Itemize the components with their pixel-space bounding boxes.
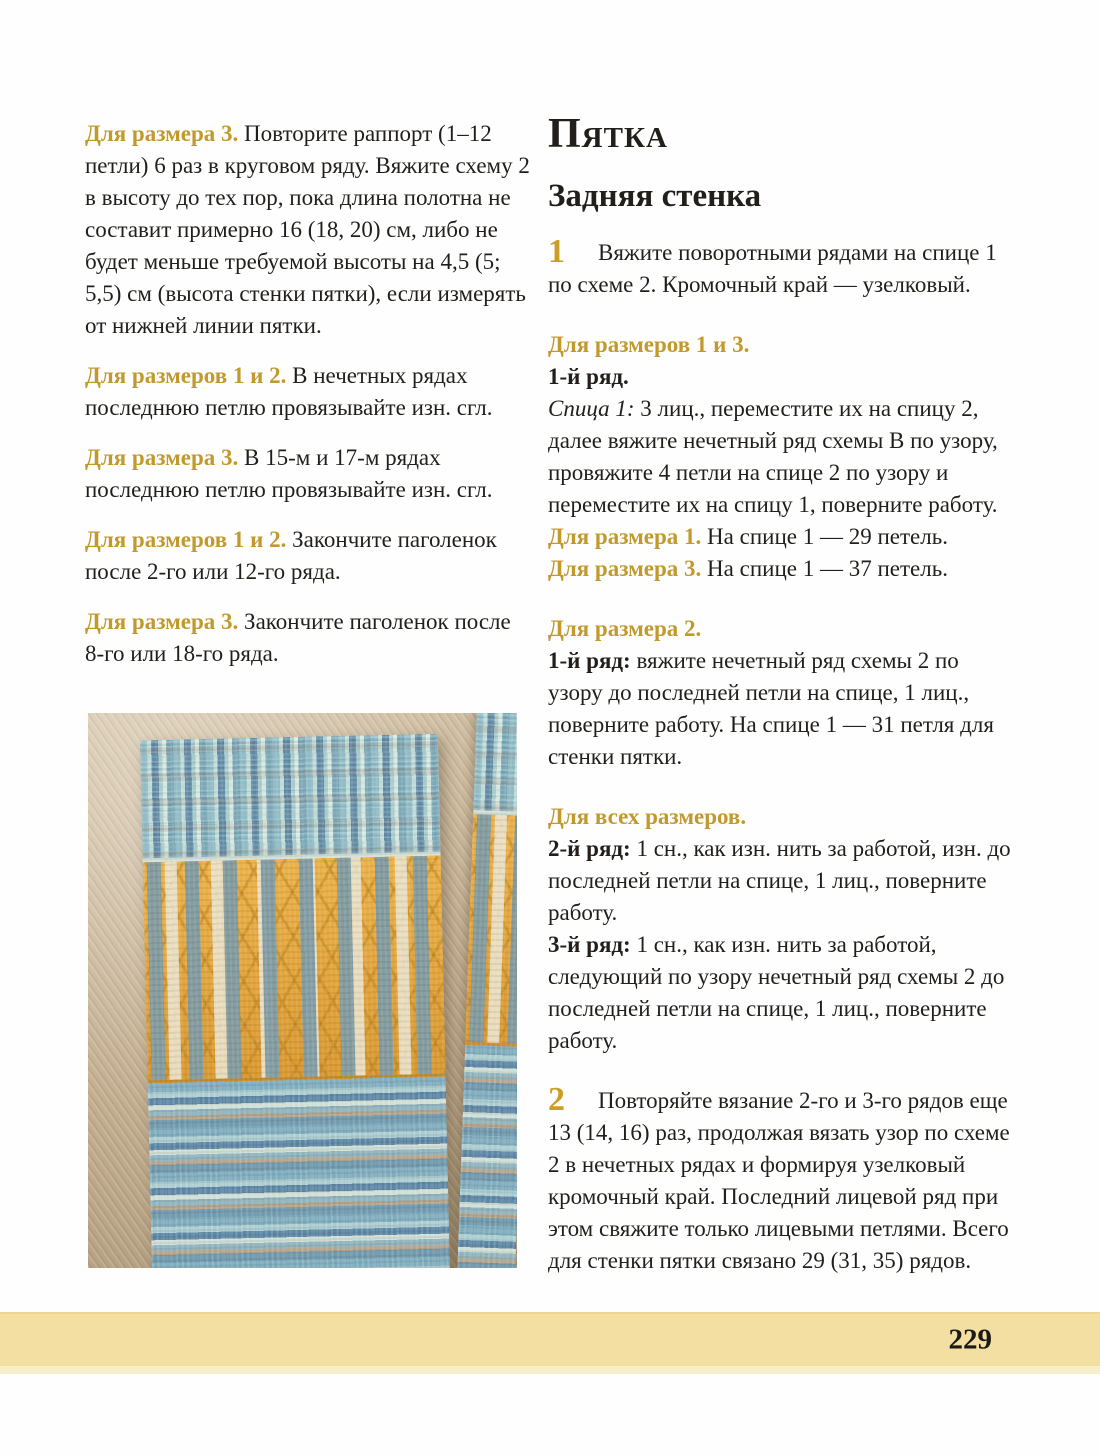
row-lead: 1-й ряд: [548,648,631,674]
section-all-sizes [548,801,1012,1057]
paragraph-text: Закончите паголенок после 8-го или 18-го ряда. [85,609,511,666]
size-heading: Для всех размеров. [548,804,747,830]
footer-band [0,1312,1100,1374]
paragraph-text: Повторите раппорт (1–12 петли) 6 раз в круговом ряду. Вяжите схему 2 в высоту до тех пор, пока длина полотна не составит примерно 16 (18, 20) см, либо не будет меньше требуемой высоты на 4,5 (5; 5,5) см (высота стенки пятки), если измерять от нижней линии пятки. [85,121,530,338]
paragraph-text: 1 сн., как изн. нить за работой, следующий по узору нечетный ряд схемы 2 до последней петли на спице, 1 лиц., поверните работу. [548,932,1005,1054]
section-sizes-1-3 [548,329,1012,585]
size-note-paragraph [85,606,532,670]
paragraph-text: На спице 1 — 37 петель. [701,556,948,582]
size-lead: Для размера 1. [548,524,702,550]
section-title: Пятка [548,111,668,157]
sock-pattern-band [143,856,446,1084]
step-number: 2 [548,1081,565,1119]
row2-instruction [548,833,1012,929]
size3-count-line [548,553,1012,585]
paragraph-text: Закончите паголенок после 2-го или 12-го ряда. [85,527,497,584]
row1-instruction [548,645,1012,773]
sock-pattern-band [465,814,517,1047]
sock-main [140,734,450,1268]
step-number: 1 [548,233,565,271]
size-lead: Для размеров 1 и 2. [85,363,287,388]
left-column [85,118,532,688]
right-column [548,112,1012,1305]
size-lead: Для размеров 1 и 2. [85,527,287,552]
step-1 [548,233,1012,301]
sock-leg-band [148,1077,450,1268]
size-lead: Для размера 3. [85,121,239,146]
size-heading: Для размера 2. [548,616,702,642]
paragraph-text: В нечетных рядах последнюю петлю провязывайте изн. сгл. [85,363,493,420]
step-2 [548,1081,1012,1277]
sock-second [457,713,517,1268]
needle-instruction [548,393,1012,521]
size-note-paragraph [85,442,532,506]
size-note-paragraph [85,360,532,424]
sock-cuff-ribbing [473,713,517,816]
sock-leg-band [457,1045,517,1268]
sock-cuff-ribbing [140,734,441,863]
step-text: Вяжите поворотными рядами на спице 1 по схеме 2. Кромочный край — узелковый. [548,240,997,298]
page-number: 229 [948,1323,992,1356]
step-text: Повторяйте вязание 2-го и 3-го рядов еще 13 (14, 16) раз, продолжая вязать узор по схеме 2 в нечетных рядах и формируя узелковый кромочный край. Последний лицевой ряд при этом свяжите только лицевыми петлями. Всего для стенки пятки связано 29 (31, 35) рядов. [548,1088,1010,1274]
size-heading: Для размеров 1 и 3. [548,332,750,358]
size1-count-line [548,521,1012,553]
paragraph-text: 3 лиц., переместите их на спицу 2, далее вяжите нечетный ряд схемы В по узору, провяжите 4 петли на спице 2 по узору и переместите их на спицу 1, поверните работу. [548,396,998,518]
size-lead: Для размера 3. [85,609,239,634]
size-lead: Для размера 3. [548,556,702,582]
row-lead: 2-й ряд: [548,836,631,862]
paragraph-text: На спице 1 — 29 петель. [701,524,948,550]
row3-instruction [548,929,1012,1057]
size-note-paragraph [85,524,532,588]
knitted-socks-photo [88,713,517,1268]
paragraph-text: вяжите нечетный ряд схемы 2 по узору до последней петли на спице, 1 лиц., поверните работу. На спице 1 — 31 петля для стенки пятки. [548,648,994,770]
size-note-paragraph [85,118,532,342]
row-lead: 3-й ряд: [548,932,631,958]
size-lead: Для размера 3. [85,445,239,470]
section-subtitle: Задняя стенка [548,178,762,215]
paragraph-text: 1 сн., как изн. нить за работой, изн. до последней петли на спице, 1 лиц., поверните работу. [548,836,1011,926]
needle-lead: Спица 1: [548,396,635,422]
paragraph-text: В 15-м и 17-м рядах последнюю петлю провязывайте изн. сгл. [85,445,493,502]
row-label: 1-й ряд. [548,364,629,390]
section-size-2 [548,613,1012,773]
